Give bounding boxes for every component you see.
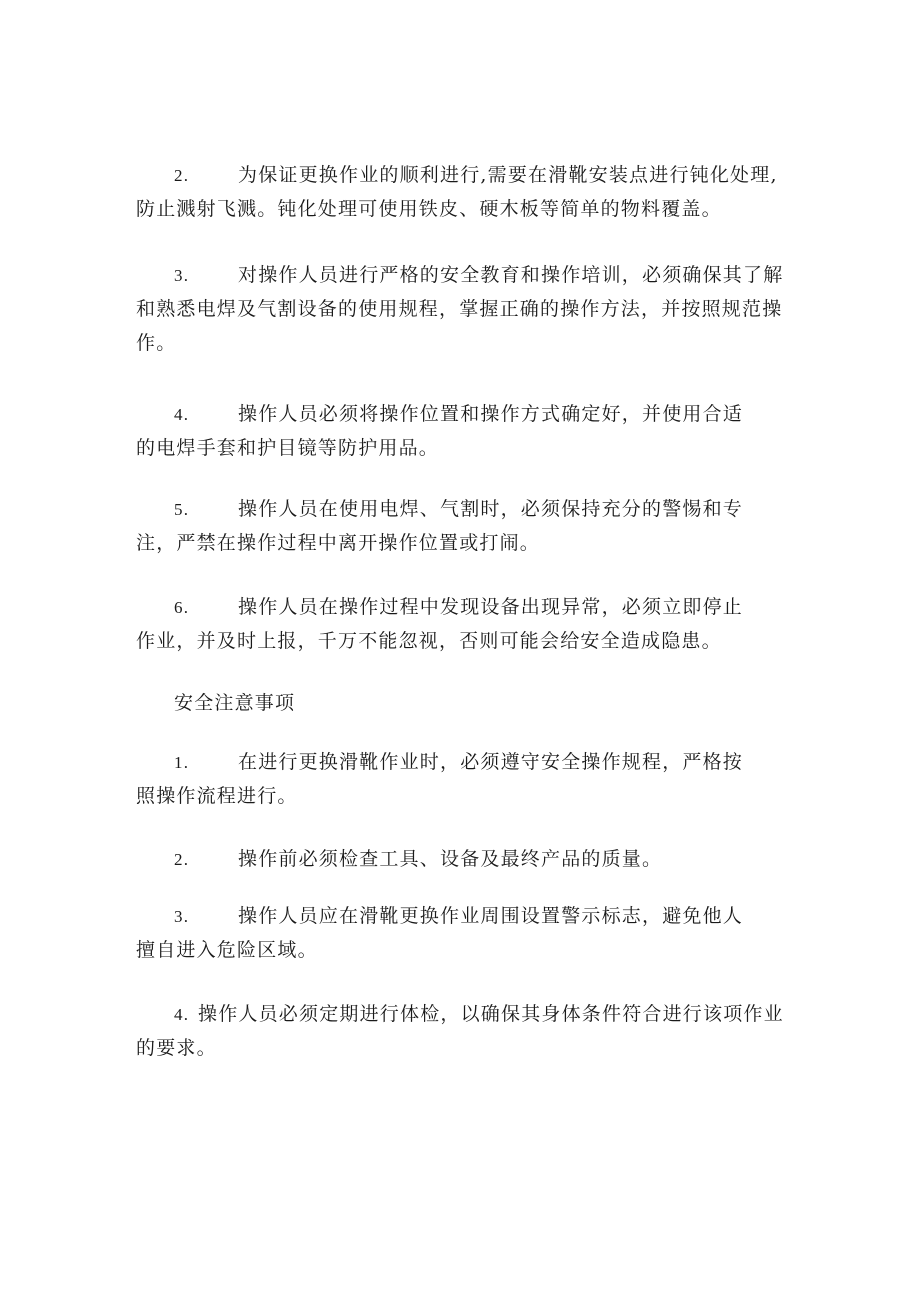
item-number: 3.	[174, 907, 190, 926]
paragraph-text: 对操作人员进行严格的安全教育和操作培训，必须确保其了解	[238, 264, 784, 286]
paragraph-text: 照操作流程进行。	[136, 785, 298, 807]
item-number: 4.	[174, 1005, 190, 1024]
safety-item-1	[136, 745, 786, 813]
item-number: 3.	[174, 266, 190, 285]
paragraph-text: 操作人员应在滑靴更换作业周围设置警示标志，避免他人	[238, 905, 744, 927]
safety-item-3	[136, 899, 786, 967]
paragraph-text: 在进行更换滑靴作业时，必须遵守安全操作规程，严格按	[238, 751, 744, 773]
paragraph-text: 操作人员必须定期进行体检，以确保其身体条件符合进行该项作业	[198, 1003, 784, 1025]
paragraph-4	[136, 397, 786, 465]
item-number: 4.	[174, 405, 190, 424]
paragraph-text: 作业，并及时上报，千万不能忽视，否则可能会给安全造成隐患。	[136, 630, 722, 652]
item-number: 5.	[174, 500, 190, 519]
paragraph-text: 操作人员在使用电焊、气割时，必须保持充分的警惕和专	[238, 498, 744, 520]
paragraph-text: 防止溅射飞溅。钝化处理可使用铁皮、硬木板等简单的物料覆盖。	[136, 198, 722, 220]
item-number: 2.	[174, 850, 190, 869]
paragraph-text: 操作人员必须将操作位置和操作方式确定好，并使用合适	[238, 403, 744, 425]
item-number: 1.	[174, 753, 190, 772]
paragraph-text: 和熟悉电焊及气割设备的使用规程，掌握正确的操作方法，并按照规范操	[136, 298, 783, 320]
paragraph-text: 作。	[136, 332, 177, 354]
paragraph-2	[136, 158, 786, 226]
safety-item-4	[136, 997, 786, 1065]
paragraph-text: 操作人员在操作过程中发现设备出现异常，必须立即停止	[238, 596, 744, 618]
paragraph-text: 注，严禁在操作过程中离开操作位置或打闹。	[136, 532, 541, 554]
item-number: 6.	[174, 598, 190, 617]
section-heading: 安全注意事项	[174, 692, 296, 714]
paragraph-text: 操作前必须检查工具、设备及最终产品的质量。	[238, 848, 663, 870]
paragraph-6	[136, 590, 786, 658]
item-number: 2.	[174, 166, 190, 185]
paragraph-text: 擅自进入危险区域。	[136, 939, 318, 961]
paragraph-text: 的要求。	[136, 1037, 217, 1059]
safety-item-2	[136, 842, 786, 876]
paragraph-5	[136, 492, 786, 560]
paragraph-text: 的电焊手套和护目镜等防护用品。	[136, 437, 440, 459]
paragraph-text: 为保证更换作业的顺利进行,需要在滑靴安装点进行钝化处理,	[238, 164, 778, 186]
paragraph-3	[136, 258, 786, 360]
